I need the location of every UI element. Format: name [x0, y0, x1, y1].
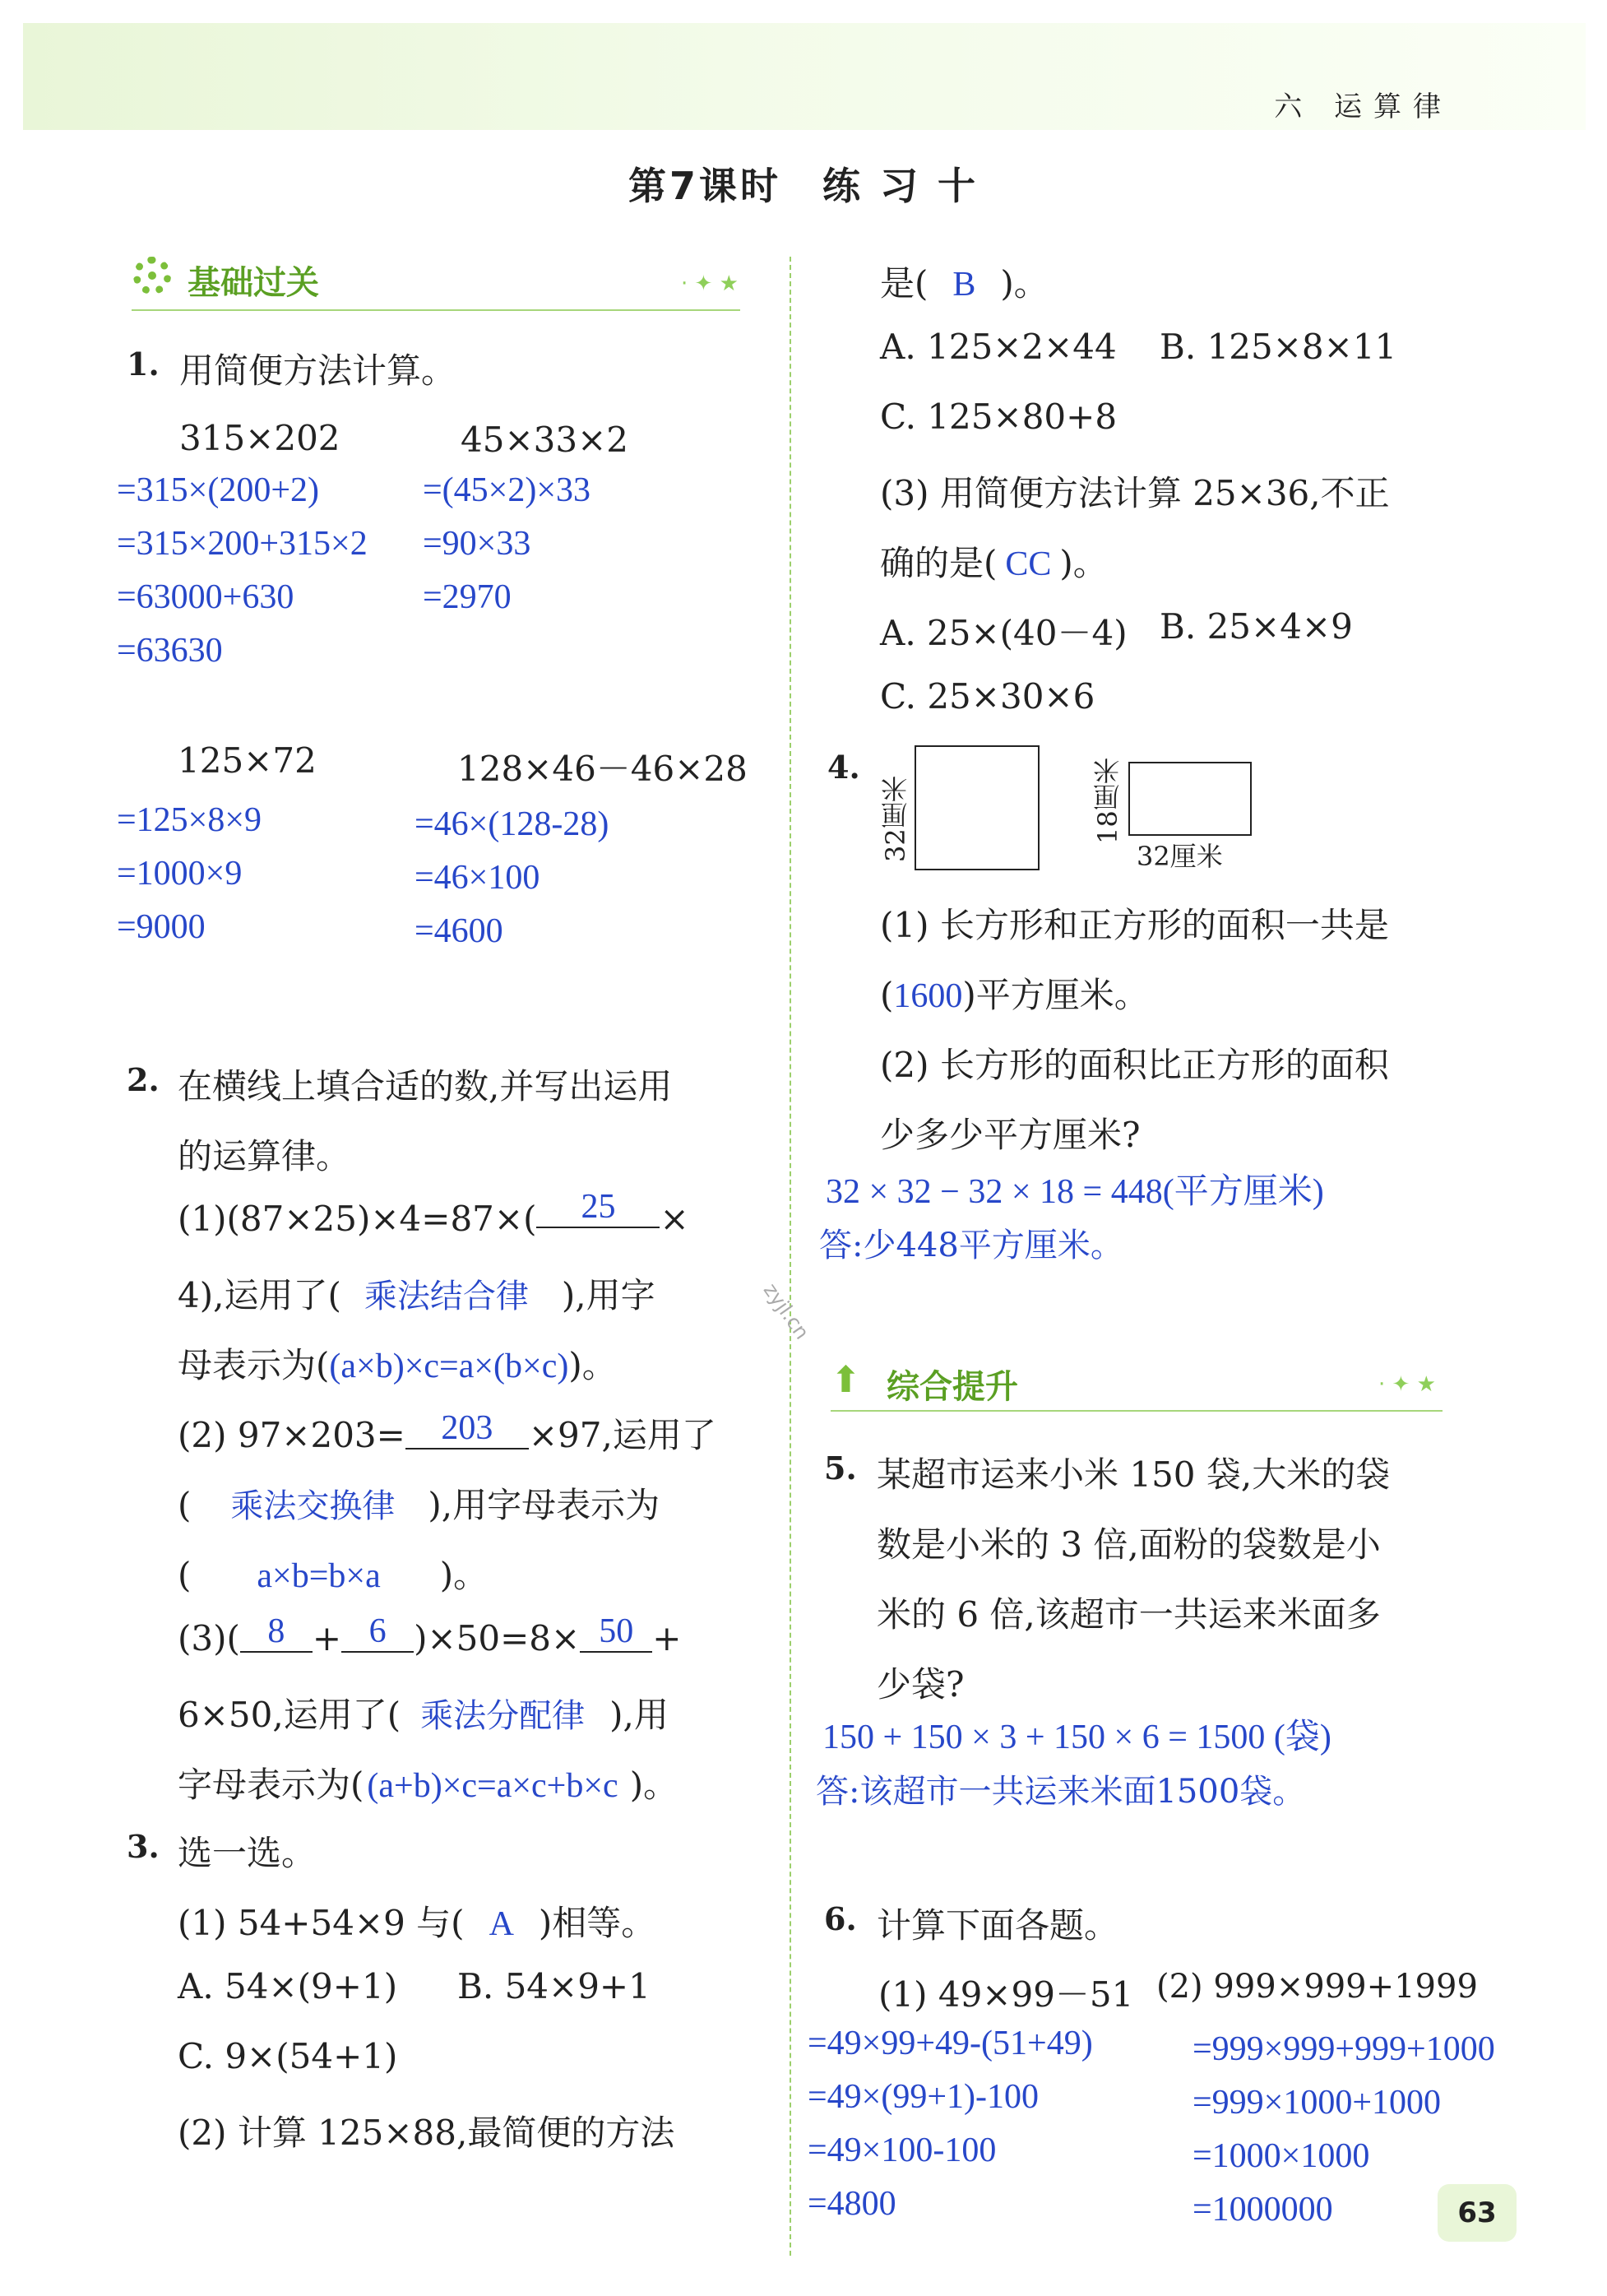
unit-header: 六 运算律: [1274, 90, 1452, 123]
q6-number: 6.: [824, 1900, 857, 1937]
q3-s1-answer: A: [489, 1905, 514, 1943]
q6-p2-line: =1000×1000: [1193, 2137, 1370, 2175]
q2-s3-text: 字母表示为(: [178, 1765, 364, 1805]
q4-number: 4.: [827, 749, 860, 786]
stars-icon: · ✦ ★: [681, 271, 739, 296]
q4-s1-line2: [880, 968, 1149, 1018]
q6-p1-line: =49×99+49-(51+49): [808, 2025, 1093, 2062]
q6-p1-expr: (1) 49×99－51: [878, 1974, 1134, 2015]
q3-s3-option: C. 25×30×6: [880, 676, 1095, 717]
q5-work: 150 + 150 × 3 + 150 × 6 = 1500 (袋): [822, 1719, 1331, 1756]
q6-p2-line: =999×999+999+1000: [1193, 2030, 1495, 2068]
q2-s1-line2: [178, 1269, 655, 1318]
q3-s3-text: )。: [1059, 543, 1108, 583]
q3-number: 3.: [127, 1828, 160, 1865]
q1-p3-line: =9000: [117, 908, 206, 946]
q2-s3-text: )。: [629, 1765, 678, 1805]
section-basic-title: 基础过关: [188, 264, 319, 302]
q1-p2-expr: 45×33×2: [461, 420, 628, 460]
q3-s2-option: C. 125×80+8: [880, 397, 1118, 437]
section-underline: [132, 309, 740, 311]
q6-p2-line: =999×1000+1000: [1193, 2084, 1442, 2122]
rectangle-shape: [1128, 762, 1252, 836]
q5-line: 数是小米的 3 倍,面粉的袋数是小: [877, 1524, 1381, 1565]
q2-s1-line1: [178, 1188, 689, 1241]
q1-p4-line: =4600: [414, 912, 503, 950]
rectangle-height-label: 18厘米: [1092, 758, 1123, 844]
q6-p2-line: =1000000: [1193, 2191, 1333, 2229]
q4-work: 32 × 32 − 32 × 18 = 448(平方厘米): [826, 1173, 1324, 1211]
q3-s1-text: (1) 54+54×9 与(: [178, 1903, 465, 1943]
q3-s3-text: 确的是(: [880, 543, 998, 583]
q1-p1-line: =63630: [117, 632, 223, 670]
q2-s1-text: ),用字: [561, 1275, 655, 1315]
q3-s2-text: 是(: [880, 263, 929, 304]
q2-s2-line2: [178, 1478, 660, 1528]
q2-s3-line3: [178, 1758, 678, 1807]
q3-s2-line1: (2) 计算 125×88,最简便的方法: [178, 2113, 675, 2153]
q2-s2-blank: 203: [405, 1408, 529, 1449]
q2-s3-line1: [178, 1612, 682, 1661]
q6-p1-line: =49×(99+1)-100: [808, 2078, 1040, 2116]
square-side-label: 32厘米: [880, 776, 911, 862]
q2-s2-text: (2) 97×203=: [178, 1415, 405, 1455]
q4-s1-text: ): [962, 975, 976, 1015]
q2-s1-text: ×: [660, 1199, 689, 1239]
q2-s1-text: 4),运用了(: [178, 1275, 341, 1315]
stars-icon: · ✦ ★: [1378, 1372, 1436, 1397]
q1-p1-line: =63000+630: [117, 578, 294, 616]
rectangle-width-label: 32厘米: [1137, 841, 1223, 872]
q2-stem: 在横线上填合适的数,并写出运用: [178, 1066, 673, 1106]
q2-s1-text: (1)(87×25)×4=87×(: [178, 1199, 537, 1239]
q2-s3-blank2: 6: [341, 1612, 414, 1653]
q2-number: 2.: [127, 1061, 160, 1098]
q2-stem: 的运算律。: [178, 1136, 351, 1176]
q3-s2-text: )。: [1000, 263, 1049, 304]
section-advanced-title: 综合提升: [887, 1368, 1018, 1406]
q2-s3-formula: (a+b)×c=a×c+b×c: [367, 1767, 618, 1805]
q2-s3-text: 6×50,运用了(: [178, 1695, 401, 1735]
square-shape: [915, 745, 1040, 870]
q2-s3-text: (3)(: [178, 1618, 240, 1658]
q1-p3-expr: 125×72: [178, 740, 317, 781]
q2-s3-text: )×50=8×: [414, 1618, 581, 1658]
page-title: 第7课时 练 习 十: [628, 164, 979, 208]
q6-stem: 计算下面各题。: [877, 1905, 1119, 1946]
q5-line: 米的 6 倍,该超市一共运来米面多: [877, 1594, 1381, 1635]
q2-s3-line2: [178, 1688, 669, 1737]
q2-s1-law: 乘法结合律: [364, 1278, 529, 1315]
q1-p2-line: =2970: [423, 578, 512, 616]
q2-s3-text: +: [312, 1618, 342, 1658]
q5-line: 某超市运来小米 150 袋,大米的袋: [877, 1454, 1391, 1495]
q3-s1-option: B. 54×9+1: [457, 1966, 651, 2006]
q4-s1-text: 平方厘米。: [975, 975, 1149, 1015]
q4-s1-text: (: [880, 975, 894, 1015]
q3-s3-line2: [880, 536, 1108, 586]
q3-s3-line1: (3) 用简便方法计算 25×36,不正: [880, 473, 1390, 513]
q3-stem: 选一选。: [178, 1833, 317, 1873]
q3-s3-option: B. 25×4×9: [1160, 606, 1353, 647]
q1-p1-line: =315×(200+2): [117, 471, 320, 509]
q3-s1-option: A. 54×(9+1): [178, 1966, 398, 2006]
q2-s2-formula: a×b=b×a: [257, 1557, 381, 1595]
q2-s2-text: (: [178, 1485, 192, 1525]
q1-p3-line: =125×8×9: [117, 801, 262, 839]
q2-s1-blank: 25: [536, 1187, 660, 1228]
q1-p1-line: =315×200+315×2: [117, 525, 368, 563]
watermark: zyjl.cn: [758, 1278, 814, 1344]
q1-p4-line: =46×100: [414, 859, 540, 897]
q2-s2-text: )。: [439, 1555, 489, 1595]
q6-p2-expr: (2) 999×999+1999: [1156, 1968, 1478, 2006]
q3-s1-line: [178, 1896, 655, 1946]
up-arrow-icon: ⬆: [831, 1359, 861, 1401]
section-underline: [831, 1410, 1443, 1412]
q2-s1-line3: [178, 1338, 617, 1388]
q2-s1-formula: (a×b)×c=a×(b×c): [329, 1347, 569, 1385]
q3-s2-answer: B: [952, 266, 976, 304]
q2-s3-blank1: 8: [240, 1612, 313, 1653]
q2-s2-text: (: [178, 1555, 192, 1595]
q4-s2-line2: 少多少平方厘米?: [880, 1115, 1141, 1155]
q2-s2-text: ×97,运用了: [528, 1415, 716, 1455]
q3-s3-option: A. 25×(40－4): [880, 613, 1128, 653]
q4-s1-answer: 1600: [893, 977, 963, 1015]
q3-s2-option: A. 125×2×44: [880, 327, 1117, 367]
q3-s1-text: )相等。: [538, 1903, 656, 1943]
column-divider: [790, 257, 791, 2256]
q1-p2-line: =(45×2)×33: [423, 471, 591, 509]
q2-s2-line3: [178, 1548, 488, 1598]
q4-s1-line1: (1) 长方形和正方形的面积一共是: [880, 905, 1389, 945]
q2-s2-law: 乘法交换律: [230, 1487, 396, 1525]
q1-number: 1.: [127, 346, 160, 383]
q2-s2-text: ),用字母表示为: [428, 1485, 660, 1525]
q6-p1-line: =4800: [808, 2185, 896, 2223]
q1-p2-line: =90×33: [423, 525, 531, 563]
q1-p4-expr: 128×46－46×28: [457, 749, 748, 789]
q5-number: 5.: [824, 1449, 857, 1487]
q3-s2-line2: [880, 257, 1049, 306]
q2-s3-law: 乘法分配律: [420, 1697, 586, 1735]
q5-answer: 答:该超市一共运来米面1500袋。: [816, 1773, 1306, 1811]
q3-s3-answer: CC: [1005, 545, 1052, 583]
q1-p4-line: =46×(128-28): [414, 805, 609, 843]
q4-s2-line1: (2) 长方形的面积比正方形的面积: [880, 1045, 1389, 1085]
q2-s2-line1: [178, 1408, 716, 1458]
q1-stem: 用简便方法计算。: [179, 350, 456, 391]
q2-s3-blank3: 50: [580, 1612, 652, 1653]
q2-s3-text: ),用: [609, 1695, 669, 1735]
q5-line: 少袋?: [877, 1664, 965, 1705]
q1-p3-line: =1000×9: [117, 855, 243, 893]
q6-p1-line: =49×100-100: [808, 2131, 997, 2169]
gear-icon: [133, 257, 171, 295]
q2-s1-text: 母表示为(: [178, 1345, 330, 1385]
q3-s1-option: C. 9×(54+1): [178, 2036, 398, 2076]
q3-s2-option: B. 125×8×11: [1160, 327, 1397, 367]
page-number: 63: [1438, 2184, 1517, 2242]
q4-answer: 答:少448平方厘米。: [819, 1227, 1123, 1264]
q2-s3-text: +: [652, 1618, 682, 1658]
q2-s1-text: )。: [568, 1345, 617, 1385]
q1-p1-expr: 315×202: [179, 418, 340, 458]
